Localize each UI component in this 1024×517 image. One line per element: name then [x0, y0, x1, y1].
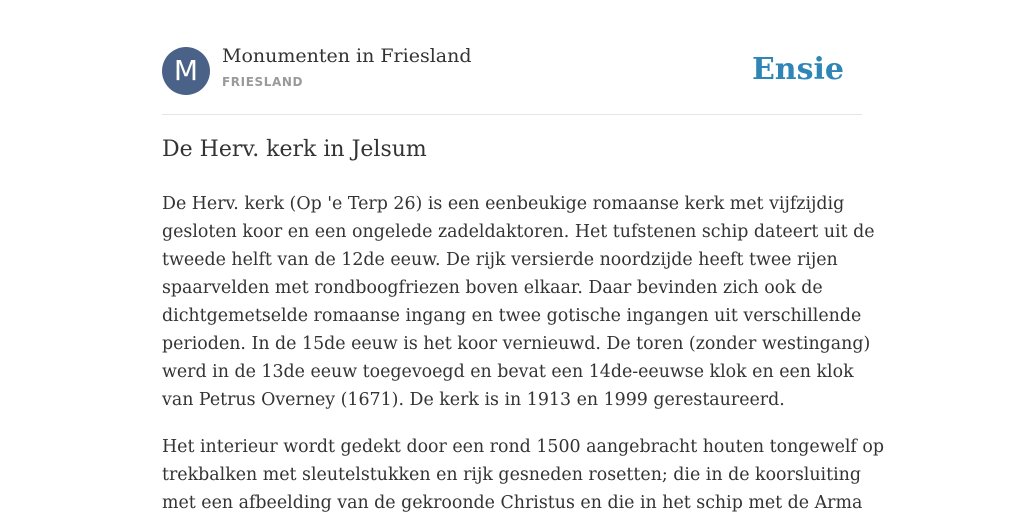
paragraph-line: trekbalken met sleutelstukken en rijk gesneden rosetten; die in de koorsluiting — [162, 465, 861, 485]
article-paragraph-2 — [162, 433, 885, 517]
paragraph-line: spaarvelden met rondboogfriezen boven elkaar. Daar bevinden zich ook de — [162, 278, 823, 298]
article-paragraph-1 — [162, 190, 882, 414]
article-page — [162, 0, 885, 513]
collection-subtitle[interactable]: FRIESLAND — [222, 75, 304, 89]
collection-header — [162, 0, 862, 115]
paragraph-line: met een afbeelding van de gekroonde Christus en die in het schip met de Arma — [162, 493, 863, 513]
paragraph-line: Het interieur wordt gedekt door een rond 1500 aangebracht houten tongewelf op — [162, 437, 885, 457]
paragraph-line: De Herv. kerk (Op 'e Terp 26) is een eenbeukige romaanse kerk met vijfzijdig — [162, 194, 845, 214]
paragraph-line: tweede helft van de 12de eeuw. De rijk versierde noordzijde heeft twee rijen — [162, 250, 838, 270]
paragraph-line: dichtgemetselde romaanse ingang en twee gotische ingangen uit verschillende — [162, 306, 862, 326]
paragraph-line: perioden. In de 15de eeuw is het koor vernieuwd. De toren (zonder westingang) — [162, 334, 871, 354]
paragraph-line: werd in de 13de eeuw toegevoegd en bevat een 14de-eeuwse klok en een klok — [162, 362, 854, 382]
page-title: De Herv. kerk in Jelsum — [162, 137, 427, 162]
collection-title[interactable]: Monumenten in Friesland — [222, 45, 472, 67]
ensie-logo[interactable]: Ensie — [751, 52, 844, 87]
paragraph-line: gesloten koor en een ongelede zadeldaktoren. Het tufstenen schip dateert uit de — [162, 222, 875, 242]
avatar[interactable]: M — [162, 47, 210, 95]
paragraph-line: van Petrus Overney (1671). De kerk is in 1913 en 1999 gerestaureerd. — [162, 390, 785, 410]
